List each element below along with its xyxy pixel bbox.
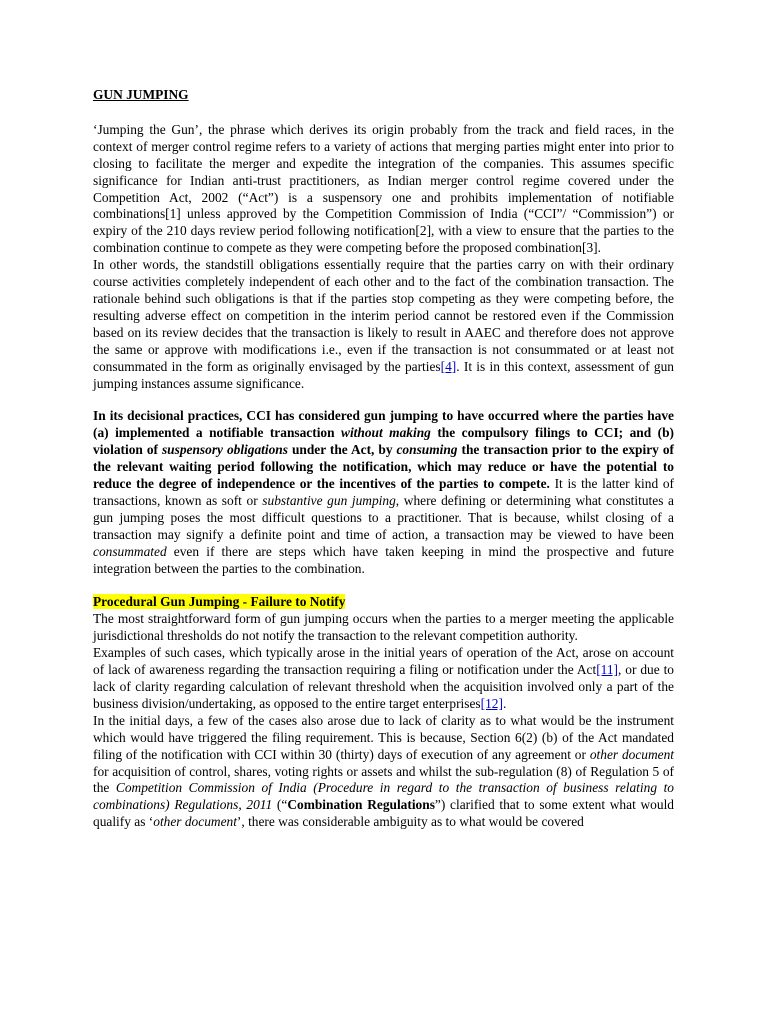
footnote-link-12[interactable]: [12] [480,695,503,711]
paragraph-examples: Examples of such cases, which typically arose in the initial years of operation of the Act, arose on account of lack of awareness regarding the transaction requiring a filing or notification under the Act[11], or due to lack of clarity regarding calculation of relevant threshold when the acquisition involved only a part of the business division/undertaking, as opposed to the entire target enterprises[12]. [93,645,675,711]
paragraph-decisional-practices: In its decisional practices, CCI has considered gun jumping to have occurred where the parties have (a) implemented a notifiable transaction without making the compulsory filings to CCI; and (b) violation of suspensory obligations under the Act, by consuming the transaction prior to the expiry of the relevant waiting period following the notification, which may reduce or have the potential to reduce the degree of independence or the incentives of the parties to compete. It is the latter kind of transactions, known as soft or substantive gun jumping, where defining or determining what constitutes a gun jumping poses the most difficult questions to a practitioner. That is because, whilst closing of a transaction may signify a definite point and time of action, a transaction may be viewed to have been consummated even if there are steps which have taken keeping in mind the prospective and future integration between the parties to the combination. [93,408,674,576]
paragraph-straightforward: The most straightforward form of gun jumping occurs when the parties to a merger meeting the applicable jurisdictional thresholds do not notify the transaction to the relevant competition authority. [93,611,674,644]
paragraph-standstill: In other words, the standstill obligations essentially require that the parties carry on with their ordinary course activities completely independent of each other and to the fact of the combination transaction. The rationale behind such obligations is that if the parties stop competing as they were competing before, the resulting adverse effect on competition in the interim period cannot be restored even if the Commission based on its review decides that the transaction is likely to result in AAEC and therefore does not approve the same or approve with modifications i.e., even if the transaction is not consummated or at least not consummated in the form as originally envisaged by the parties[4]. It is in this context, assessment of gun jumping instances assume significance. [93,257,674,391]
paragraph-intro: ‘Jumping the Gun’, the phrase which derives its origin probably from the track and field races, in the context of merger control regime refers to a variety of actions that merging parties might enter into prior to closing to facilitate the merger and expedite the integration of the companies. This assumes specific significance for Indian anti-trust practitioners, as Indian merger control regime covered under the Competition Act, 2002 (“Act”) is a suspensory one and prohibits implementation of notifiable combinations[1] unless approved by the Competition Commission of India (“CCI”/ “Commission”) or expiry of the 210 days review period following notification[2], with a view to ensure that the parties to the combination continue to compete as they were competing before the proposed combination[3]. [93,121,674,256]
document-title: GUN JUMPING [93,87,189,102]
section-heading-procedural: Procedural Gun Jumping - Failure to Notify [93,594,346,610]
footnote-link-11[interactable]: [11] [596,662,619,678]
paragraph-initial-days: In the initial days, a few of the cases also arose due to lack of clarity as to what would be the instrument which would have triggered the filing requirement. This is because, Section 6(2) (b) of the Act mandated filing of the notification with CCI within 30 (thirty) days of execution of any agreement or other document for acquisition of control, shares, voting rights or assets and whilst the sub-regulation (8) of Regulation 5 of the Competition Commission of India (Procedure in regard to the transaction of business relating to combinations) Regulations, 2011 (“Combination Regulations”) clarified that to some extent what would qualify as ‘other document’, there was considerable ambiguity as to what would be covered [93,712,675,830]
footnote-link-4[interactable]: [4] [440,358,457,374]
